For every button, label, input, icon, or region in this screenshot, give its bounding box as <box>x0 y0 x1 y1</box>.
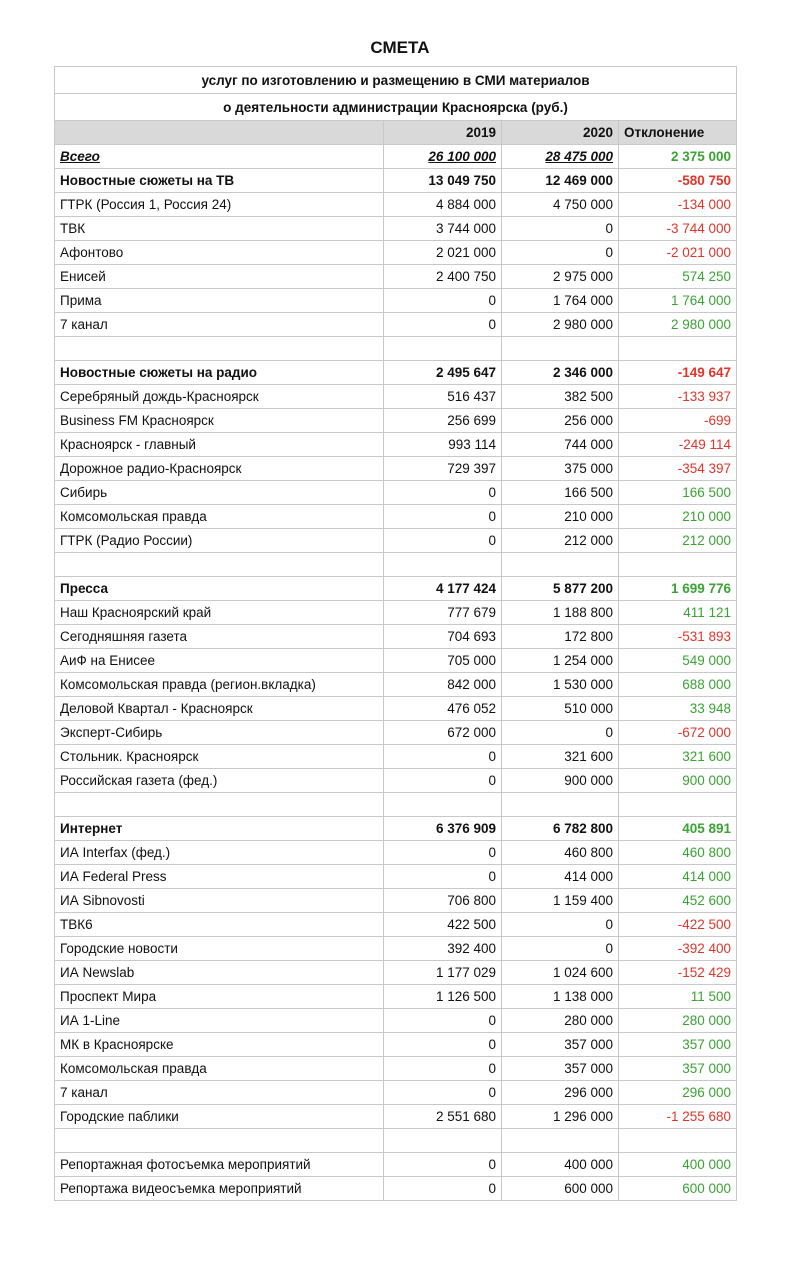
value-2019: 13 049 750 <box>384 169 502 193</box>
row-label: 7 канал <box>55 313 384 337</box>
table-row <box>55 961 737 985</box>
row-label: ИА Newslab <box>55 961 384 985</box>
table-row <box>55 457 737 481</box>
value-deviation: -422 500 <box>619 913 737 937</box>
value-2020: 172 800 <box>502 625 619 649</box>
table-row <box>55 313 737 337</box>
value-2019: 0 <box>384 481 502 505</box>
subtitle-row-1 <box>55 67 737 94</box>
row-label: Прима <box>55 289 384 313</box>
value-2019 <box>384 337 502 361</box>
value-2019: 0 <box>384 769 502 793</box>
row-label: Наш Красноярский край <box>55 601 384 625</box>
value-2020: 357 000 <box>502 1033 619 1057</box>
value-deviation: -149 647 <box>619 361 737 385</box>
table-row <box>55 601 737 625</box>
value-deviation: 33 948 <box>619 697 737 721</box>
value-2020: 1 296 000 <box>502 1105 619 1129</box>
value-deviation: 357 000 <box>619 1057 737 1081</box>
value-2019: 777 679 <box>384 601 502 625</box>
table-row <box>55 265 737 289</box>
value-deviation: 280 000 <box>619 1009 737 1033</box>
value-deviation: 1 764 000 <box>619 289 737 313</box>
table-row <box>55 1033 737 1057</box>
table-row <box>55 1081 737 1105</box>
table-row <box>55 625 737 649</box>
column-header-row <box>55 121 737 145</box>
row-label: Серебряный дождь-Красноярск <box>55 385 384 409</box>
value-deviation: -392 400 <box>619 937 737 961</box>
table-row <box>55 409 737 433</box>
value-2020: 1 024 600 <box>502 961 619 985</box>
subtitle-2: о деятельности администрации Красноярска (руб.) <box>55 94 737 121</box>
value-2019: 0 <box>384 529 502 553</box>
row-label: Репортажная фотосъемка мероприятий <box>55 1153 384 1177</box>
section-row <box>55 169 737 193</box>
value-2020: 2 980 000 <box>502 313 619 337</box>
value-2019: 0 <box>384 865 502 889</box>
value-2020: 0 <box>502 913 619 937</box>
table-row <box>55 1105 737 1129</box>
value-2019: 0 <box>384 1177 502 1201</box>
value-deviation: 600 000 <box>619 1177 737 1201</box>
value-2020: 6 782 800 <box>502 817 619 841</box>
value-2020: 1 764 000 <box>502 289 619 313</box>
value-2019: 672 000 <box>384 721 502 745</box>
value-deviation: -531 893 <box>619 625 737 649</box>
value-2020: 1 188 800 <box>502 601 619 625</box>
row-label <box>55 1129 384 1153</box>
value-2020: 0 <box>502 241 619 265</box>
table-row <box>55 529 737 553</box>
value-deviation: 212 000 <box>619 529 737 553</box>
value-2020: 256 000 <box>502 409 619 433</box>
value-2020: 4 750 000 <box>502 193 619 217</box>
value-2020: 1 159 400 <box>502 889 619 913</box>
value-2020: 5 877 200 <box>502 577 619 601</box>
value-deviation: -3 744 000 <box>619 217 737 241</box>
value-deviation: -134 000 <box>619 193 737 217</box>
table-row <box>55 1057 737 1081</box>
value-2019: 4 177 424 <box>384 577 502 601</box>
section-row <box>55 361 737 385</box>
value-deviation: 357 000 <box>619 1033 737 1057</box>
row-label: Сегодняшняя газета <box>55 625 384 649</box>
value-2019: 0 <box>384 289 502 313</box>
value-deviation: 688 000 <box>619 673 737 697</box>
value-deviation: -699 <box>619 409 737 433</box>
row-label: Стольник. Красноярск <box>55 745 384 769</box>
value-2019: 2 551 680 <box>384 1105 502 1129</box>
value-deviation: 411 121 <box>619 601 737 625</box>
value-2019: 706 800 <box>384 889 502 913</box>
budget-table <box>54 66 737 1201</box>
value-2019: 2 021 000 <box>384 241 502 265</box>
subtitle-1: услуг по изготовлению и размещению в СМИ материалов <box>55 67 737 94</box>
value-2019: 0 <box>384 1009 502 1033</box>
value-2020: 12 469 000 <box>502 169 619 193</box>
row-label: ГТРК (Радио России) <box>55 529 384 553</box>
table-row <box>55 241 737 265</box>
spacer-row <box>55 337 737 361</box>
row-label <box>55 553 384 577</box>
section-row <box>55 577 737 601</box>
value-deviation: -152 429 <box>619 961 737 985</box>
value-deviation: 210 000 <box>619 505 737 529</box>
value-2019: 392 400 <box>384 937 502 961</box>
value-2019: 0 <box>384 1057 502 1081</box>
value-deviation: 414 000 <box>619 865 737 889</box>
value-2019: 0 <box>384 313 502 337</box>
row-label: Городские новости <box>55 937 384 961</box>
table-row <box>55 433 737 457</box>
row-label: ИА Interfax (фед.) <box>55 841 384 865</box>
row-label: Красноярск - главный <box>55 433 384 457</box>
value-deviation: -1 255 680 <box>619 1105 737 1129</box>
column-header-deviation: Отклонение <box>619 121 737 145</box>
total-row <box>55 145 737 169</box>
value-2020: 400 000 <box>502 1153 619 1177</box>
row-label: Всего <box>55 145 384 169</box>
value-deviation: -249 114 <box>619 433 737 457</box>
value-2019: 6 376 909 <box>384 817 502 841</box>
value-deviation: -672 000 <box>619 721 737 745</box>
table-row <box>55 289 737 313</box>
row-label: Дорожное радио-Красноярск <box>55 457 384 481</box>
value-2019: 0 <box>384 745 502 769</box>
table-row <box>55 889 737 913</box>
row-label: ИА Federal Press <box>55 865 384 889</box>
value-2020 <box>502 553 619 577</box>
value-2019: 422 500 <box>384 913 502 937</box>
row-label: Деловой Квартал - Красноярск <box>55 697 384 721</box>
value-2019: 26 100 000 <box>384 145 502 169</box>
value-deviation: 400 000 <box>619 1153 737 1177</box>
value-2019: 4 884 000 <box>384 193 502 217</box>
value-deviation: 166 500 <box>619 481 737 505</box>
row-label: ТВК <box>55 217 384 241</box>
value-deviation: 2 980 000 <box>619 313 737 337</box>
value-2020: 900 000 <box>502 769 619 793</box>
row-label: Пресса <box>55 577 384 601</box>
value-deviation: 460 800 <box>619 841 737 865</box>
row-label: Проспект Мира <box>55 985 384 1009</box>
spacer-row <box>55 793 737 817</box>
value-deviation: 1 699 776 <box>619 577 737 601</box>
row-label: Business FM Красноярск <box>55 409 384 433</box>
row-label: ИА Sibnovosti <box>55 889 384 913</box>
value-2019: 0 <box>384 841 502 865</box>
value-2020: 0 <box>502 217 619 241</box>
table-row <box>55 769 737 793</box>
row-label: Сибирь <box>55 481 384 505</box>
row-label: АиФ на Енисее <box>55 649 384 673</box>
value-2019 <box>384 553 502 577</box>
value-2020: 296 000 <box>502 1081 619 1105</box>
value-2019: 3 744 000 <box>384 217 502 241</box>
value-deviation: 321 600 <box>619 745 737 769</box>
value-2020 <box>502 337 619 361</box>
table-row <box>55 841 737 865</box>
value-2019: 0 <box>384 1081 502 1105</box>
row-label: ИА 1-Line <box>55 1009 384 1033</box>
value-deviation: 2 375 000 <box>619 145 737 169</box>
table-row <box>55 385 737 409</box>
spacer-row <box>55 553 737 577</box>
value-2020: 414 000 <box>502 865 619 889</box>
value-2020: 166 500 <box>502 481 619 505</box>
value-2020: 1 254 000 <box>502 649 619 673</box>
value-deviation: 900 000 <box>619 769 737 793</box>
value-2020: 382 500 <box>502 385 619 409</box>
table-row <box>55 649 737 673</box>
value-deviation <box>619 553 737 577</box>
value-2019: 1 177 029 <box>384 961 502 985</box>
budget-table-body <box>55 67 737 1201</box>
value-2020: 28 475 000 <box>502 145 619 169</box>
value-2020 <box>502 1129 619 1153</box>
value-2019: 0 <box>384 1033 502 1057</box>
row-label: Новостные сюжеты на радио <box>55 361 384 385</box>
column-header-2019: 2019 <box>384 121 502 145</box>
value-2019: 476 052 <box>384 697 502 721</box>
value-2020: 321 600 <box>502 745 619 769</box>
table-row <box>55 217 737 241</box>
row-label: Российская газета (фед.) <box>55 769 384 793</box>
value-deviation: -580 750 <box>619 169 737 193</box>
value-deviation: 574 250 <box>619 265 737 289</box>
value-2019: 704 693 <box>384 625 502 649</box>
table-row <box>55 1177 737 1201</box>
row-label: Интернет <box>55 817 384 841</box>
value-2019: 729 397 <box>384 457 502 481</box>
table-row <box>55 505 737 529</box>
value-2019: 0 <box>384 1153 502 1177</box>
value-deviation: 11 500 <box>619 985 737 1009</box>
table-row <box>55 481 737 505</box>
table-row <box>55 745 737 769</box>
table-row <box>55 673 737 697</box>
table-row <box>55 913 737 937</box>
value-2020 <box>502 793 619 817</box>
value-2019: 256 699 <box>384 409 502 433</box>
row-label: Новостные сюжеты на ТВ <box>55 169 384 193</box>
spacer-row <box>55 1129 737 1153</box>
value-2019: 516 437 <box>384 385 502 409</box>
value-2020: 1 138 000 <box>502 985 619 1009</box>
row-label: Городские паблики <box>55 1105 384 1129</box>
row-label <box>55 793 384 817</box>
table-row <box>55 1009 737 1033</box>
row-label <box>55 337 384 361</box>
value-2020: 280 000 <box>502 1009 619 1033</box>
row-label: Комсомольская правда (регион.вкладка) <box>55 673 384 697</box>
value-deviation: 296 000 <box>619 1081 737 1105</box>
value-deviation <box>619 793 737 817</box>
value-2020: 600 000 <box>502 1177 619 1201</box>
row-label: Эксперт-Сибирь <box>55 721 384 745</box>
value-2019: 993 114 <box>384 433 502 457</box>
value-2019: 705 000 <box>384 649 502 673</box>
value-2019: 842 000 <box>384 673 502 697</box>
value-2019: 1 126 500 <box>384 985 502 1009</box>
value-2019: 2 400 750 <box>384 265 502 289</box>
value-deviation: 452 600 <box>619 889 737 913</box>
value-2020: 510 000 <box>502 697 619 721</box>
value-2020: 0 <box>502 721 619 745</box>
value-2020: 0 <box>502 937 619 961</box>
value-2020: 2 975 000 <box>502 265 619 289</box>
table-row <box>55 1153 737 1177</box>
subtitle-row-2 <box>55 94 737 121</box>
value-deviation: 405 891 <box>619 817 737 841</box>
value-2020: 744 000 <box>502 433 619 457</box>
row-label: Енисей <box>55 265 384 289</box>
value-2020: 460 800 <box>502 841 619 865</box>
value-2020: 2 346 000 <box>502 361 619 385</box>
value-2019: 0 <box>384 505 502 529</box>
value-deviation: -133 937 <box>619 385 737 409</box>
value-2020: 375 000 <box>502 457 619 481</box>
table-row <box>55 865 737 889</box>
document-title: СМЕТА <box>370 38 430 57</box>
row-label: 7 канал <box>55 1081 384 1105</box>
table-row <box>55 193 737 217</box>
value-deviation <box>619 337 737 361</box>
section-row <box>55 817 737 841</box>
table-row <box>55 721 737 745</box>
value-2019 <box>384 793 502 817</box>
value-2020: 357 000 <box>502 1057 619 1081</box>
row-label: Комсомольская правда <box>55 1057 384 1081</box>
table-row <box>55 697 737 721</box>
row-label: Афонтово <box>55 241 384 265</box>
row-label: ТВК6 <box>55 913 384 937</box>
value-deviation: -354 397 <box>619 457 737 481</box>
value-deviation <box>619 1129 737 1153</box>
row-label: Комсомольская правда <box>55 505 384 529</box>
value-2019 <box>384 1129 502 1153</box>
value-2020: 210 000 <box>502 505 619 529</box>
table-row <box>55 937 737 961</box>
value-2019: 2 495 647 <box>384 361 502 385</box>
value-2020: 1 530 000 <box>502 673 619 697</box>
column-header-label <box>55 121 384 145</box>
value-deviation: -2 021 000 <box>619 241 737 265</box>
value-2020: 212 000 <box>502 529 619 553</box>
row-label: МК в Красноярске <box>55 1033 384 1057</box>
table-row <box>55 985 737 1009</box>
column-header-2020: 2020 <box>502 121 619 145</box>
row-label: ГТРК (Россия 1, Россия 24) <box>55 193 384 217</box>
row-label: Репортажа видеосъемка мероприятий <box>55 1177 384 1201</box>
value-deviation: 549 000 <box>619 649 737 673</box>
